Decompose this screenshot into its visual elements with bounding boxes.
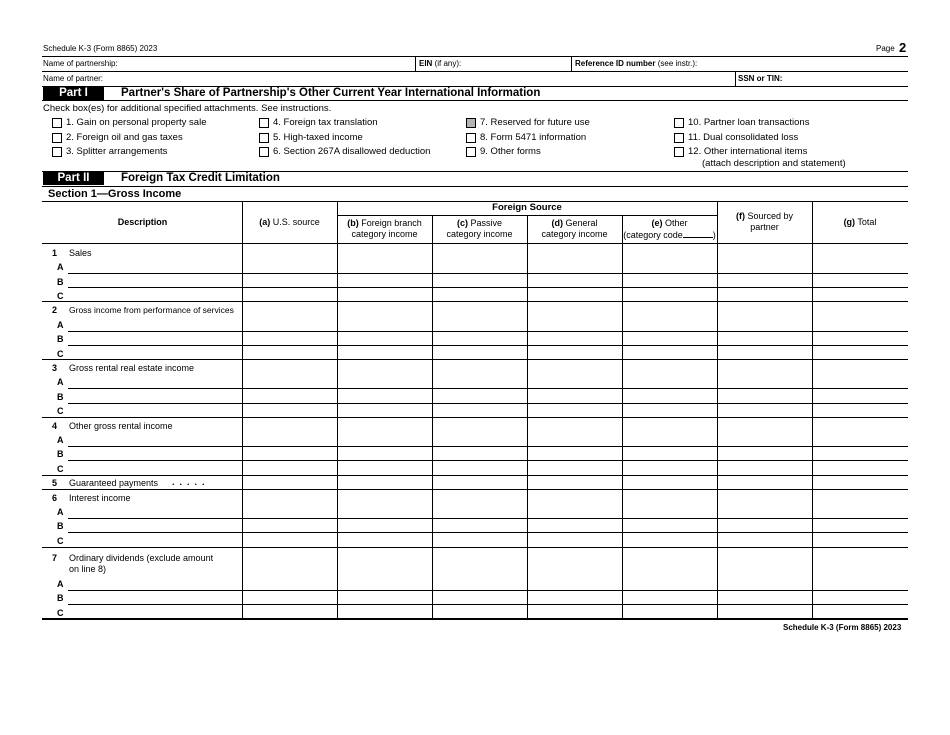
line-6c-col-g-field[interactable] — [813, 533, 907, 547]
line-5-col-a-field[interactable] — [243, 476, 336, 489]
line-5-number: 5 — [52, 478, 58, 488]
partner-name-field[interactable] — [110, 72, 732, 85]
line-7b-col-f-field[interactable] — [718, 591, 811, 604]
checkbox-6-label: 6. Section 267A disallowed deduction — [273, 146, 431, 157]
line-3-number: 3 — [52, 363, 58, 373]
line-4a-col-f-field[interactable] — [718, 432, 811, 446]
line-3c-col-b-field[interactable] — [338, 404, 431, 417]
line-1b-col-a-field[interactable] — [243, 274, 336, 287]
checkbox-2-label: 2. Foreign oil and gas taxes — [66, 132, 183, 143]
checkbox-9[interactable] — [466, 147, 476, 157]
column-c-text2: category income — [446, 229, 513, 239]
divider — [571, 56, 572, 71]
line-7b-col-d-field[interactable] — [528, 591, 621, 604]
line-7a-col-c-field[interactable] — [433, 576, 526, 590]
column-c-header — [432, 218, 527, 240]
line-2c-col-b-field[interactable] — [338, 346, 431, 359]
rule — [42, 243, 908, 244]
column-e-text2: (category code — [623, 230, 683, 240]
line-7a-col-a-field[interactable] — [243, 576, 336, 590]
rule — [42, 489, 908, 490]
line-2a-col-b-field[interactable] — [338, 317, 431, 331]
checkbox-5-label: 5. High-taxed income — [273, 132, 363, 143]
line-3b-col-e-field[interactable] — [623, 389, 716, 403]
column-d-text1: General — [565, 218, 598, 228]
line-7-number: 7 — [52, 553, 58, 563]
reference-id-note: (see instr.): — [657, 59, 698, 68]
line-1a-col-b-field[interactable] — [338, 260, 431, 273]
rule — [42, 359, 908, 360]
column-e-letter: (e) — [651, 218, 663, 228]
line-1a-col-d-field[interactable] — [528, 260, 621, 273]
line-1b-col-f-field[interactable] — [718, 274, 811, 287]
line-2b-col-c-field[interactable] — [433, 332, 526, 345]
rule — [42, 618, 908, 620]
line-7b-col-c-field[interactable] — [433, 591, 526, 604]
line-2c-col-c-field[interactable] — [433, 346, 526, 359]
rule — [42, 547, 908, 548]
line-6c-col-d-field[interactable] — [528, 533, 621, 547]
rule — [42, 186, 908, 187]
line-7-label-line-2: on line 8) — [69, 564, 107, 574]
line-2c-col-e-field[interactable] — [623, 346, 716, 359]
line-5-col-g-field[interactable] — [813, 476, 907, 489]
partnership-name-label: Name of partnership: — [43, 59, 118, 68]
line-4a-col-e-field[interactable] — [623, 432, 716, 446]
form-id-footer: Schedule K-3 (Form 8865) 2023 — [783, 623, 902, 632]
line-7c-col-e-field[interactable] — [623, 605, 716, 618]
line-3c-col-a-field[interactable] — [243, 404, 336, 417]
line-4b-col-g-field[interactable] — [813, 447, 907, 460]
line-1-label: Sales — [69, 248, 92, 258]
divider — [415, 56, 416, 71]
column-description-header: Description — [117, 217, 168, 227]
checkbox-11-label: 11. Dual consolidated loss — [688, 132, 799, 143]
line-1b-col-e-field[interactable] — [623, 274, 716, 287]
line-4c-col-g-field[interactable] — [813, 461, 907, 475]
line-5-col-f-field[interactable] — [718, 476, 811, 489]
line-3c-col-f-field[interactable] — [718, 404, 811, 417]
line-1c-col-a-field[interactable] — [243, 288, 336, 301]
line-3a-col-f-field[interactable] — [718, 374, 811, 388]
line-7a-col-d-field[interactable] — [528, 576, 621, 590]
checkbox-8[interactable] — [466, 133, 476, 143]
line-4b-letter: B — [57, 449, 64, 459]
line-1a-col-e-field[interactable] — [623, 260, 716, 273]
line-6c-col-c-field[interactable] — [433, 533, 526, 547]
line-7b-col-b-field[interactable] — [338, 591, 431, 604]
line-2b-letter: B — [57, 334, 64, 344]
partnership-name-field[interactable] — [130, 57, 412, 70]
ssn-tin-field[interactable] — [786, 72, 906, 85]
line-3b-col-f-field[interactable] — [718, 389, 811, 403]
column-f-text1: Sourced by — [747, 211, 794, 221]
line-1a-col-f-field[interactable] — [718, 260, 811, 273]
part-1-label: Part I — [43, 87, 104, 100]
line-3a-col-c-field[interactable] — [433, 374, 526, 388]
line-6c-col-b-field[interactable] — [338, 533, 431, 547]
line-6b-letter: B — [57, 521, 64, 531]
part-2-label: Part II — [43, 172, 104, 185]
checkbox-8-label: 8. Form 5471 information — [480, 132, 587, 143]
checkbox-2[interactable] — [52, 133, 62, 143]
line-6a-col-g-field[interactable] — [813, 504, 907, 518]
column-f-letter: (f) — [735, 211, 745, 221]
line-7b-col-e-field[interactable] — [623, 591, 716, 604]
line-1b-letter: B — [57, 277, 64, 287]
line-4b-col-b-field[interactable] — [338, 447, 431, 460]
line-3c-col-c-field[interactable] — [433, 404, 526, 417]
line-7a-col-f-field[interactable] — [718, 576, 811, 590]
section-1-title: Section 1—Gross Income — [48, 188, 182, 200]
rule — [42, 301, 908, 302]
line-3b-col-b-field[interactable] — [338, 389, 431, 403]
line-3a-col-d-field[interactable] — [528, 374, 621, 388]
column-f-text2: partner — [750, 222, 779, 232]
line-4b-col-f-field[interactable] — [718, 447, 811, 460]
line-2a-col-c-field[interactable] — [433, 317, 526, 331]
part-1-instruction: Check box(es) for additional specified attachments. See instructions. — [43, 103, 332, 114]
reference-id-field[interactable] — [700, 57, 906, 70]
line-4c-col-f-field[interactable] — [718, 461, 811, 475]
line-1c-col-f-field[interactable] — [718, 288, 811, 301]
checkbox-10[interactable] — [674, 118, 684, 128]
line-7c-col-d-field[interactable] — [528, 605, 621, 618]
category-code-field[interactable] — [683, 229, 713, 238]
page-number: 2 — [899, 40, 907, 55]
checkbox-12-label: 12. Other international items — [688, 146, 808, 157]
partner-name-label: Name of partner: — [43, 74, 104, 83]
line-2a-col-d-field[interactable] — [528, 317, 621, 331]
checkbox-7-label: 7. Reserved for future use — [480, 117, 590, 128]
line-7a-col-g-field[interactable] — [813, 576, 907, 590]
line-1-number: 1 — [52, 248, 58, 258]
line-2b-col-b-field[interactable] — [338, 332, 431, 345]
checkbox-6[interactable] — [259, 147, 269, 157]
line-6b-col-g-field[interactable] — [813, 519, 907, 532]
line-7b-letter: B — [57, 593, 64, 603]
checkbox-12[interactable] — [674, 147, 684, 157]
line-2-number: 2 — [52, 305, 58, 315]
line-1a-col-g-field[interactable] — [813, 260, 907, 273]
line-4c-letter: C — [57, 464, 64, 474]
checkbox-1-label: 1. Gain on personal property sale — [66, 117, 207, 128]
line-1c-col-b-field[interactable] — [338, 288, 431, 301]
line-3b-col-d-field[interactable] — [528, 389, 621, 403]
rule — [337, 215, 717, 216]
column-b-text1: Foreign branch — [361, 218, 422, 228]
line-3a-col-e-field[interactable] — [623, 374, 716, 388]
column-b-text2: category income — [351, 229, 418, 239]
line-5-col-b-field[interactable] — [338, 476, 431, 489]
line-5-leader-dots: ..... — [172, 477, 210, 487]
line-2c-col-d-field[interactable] — [528, 346, 621, 359]
line-4c-col-a-field[interactable] — [243, 461, 336, 475]
line-7a-col-e-field[interactable] — [623, 576, 716, 590]
line-5-col-c-field[interactable] — [433, 476, 526, 489]
ein-field[interactable] — [470, 57, 568, 70]
line-7a-letter: A — [57, 579, 64, 589]
checkbox-5[interactable] — [259, 133, 269, 143]
line-3a-col-b-field[interactable] — [338, 374, 431, 388]
column-g-header — [812, 217, 908, 228]
line-7-label-line-1: Ordinary dividends (exclude amount — [69, 553, 214, 563]
line-4c-col-c-field[interactable] — [433, 461, 526, 475]
line-6b-col-e-field[interactable] — [623, 519, 716, 532]
line-6c-col-e-field[interactable] — [623, 533, 716, 547]
line-3b-col-a-field[interactable] — [243, 389, 336, 403]
column-f-header — [717, 211, 812, 233]
line-6b-col-a-field[interactable] — [243, 519, 336, 532]
line-1c-letter: C — [57, 291, 64, 301]
line-6a-col-e-field[interactable] — [623, 504, 716, 518]
line-4b-col-d-field[interactable] — [528, 447, 621, 460]
line-1b-col-c-field[interactable] — [433, 274, 526, 287]
line-2b-col-e-field[interactable] — [623, 332, 716, 345]
line-6b-col-f-field[interactable] — [718, 519, 811, 532]
line-3a-col-g-field[interactable] — [813, 374, 907, 388]
line-2c-col-a-field[interactable] — [243, 346, 336, 359]
line-7c-col-b-field[interactable] — [338, 605, 431, 618]
line-5-label: Guaranteed payments — [69, 478, 159, 488]
line-6a-col-d-field[interactable] — [528, 504, 621, 518]
checkbox-4[interactable] — [259, 118, 269, 128]
line-6-number: 6 — [52, 493, 58, 503]
line-1c-col-e-field[interactable] — [623, 288, 716, 301]
ein-note: (if any): — [434, 59, 462, 68]
ein-label: EIN — [419, 59, 433, 68]
line-1a-letter: A — [57, 262, 64, 272]
column-e-header: (e) Other (category code ) — [623, 218, 716, 240]
column-e-text1: Other — [665, 218, 688, 228]
column-a-text: U.S. source — [272, 217, 320, 227]
line-5-col-e-field[interactable] — [623, 476, 716, 489]
line-1c-col-d-field[interactable] — [528, 288, 621, 301]
line-7c-letter: C — [57, 608, 64, 618]
rule — [42, 417, 908, 418]
column-c-text1: Passive — [470, 218, 503, 228]
line-6c-col-f-field[interactable] — [718, 533, 811, 547]
line-1b-col-g-field[interactable] — [813, 274, 907, 287]
checkbox-1[interactable] — [52, 118, 62, 128]
line-6a-col-a-field[interactable] — [243, 504, 336, 518]
checkbox-3[interactable] — [52, 147, 62, 157]
checkbox-3-label: 3. Splitter arrangements — [66, 146, 168, 157]
line-3a-letter: A — [57, 377, 64, 387]
checkbox-7-reserved — [466, 118, 476, 128]
line-4c-col-b-field[interactable] — [338, 461, 431, 475]
column-d-text2: category income — [541, 229, 608, 239]
foreign-source-header: Foreign Source — [492, 202, 562, 213]
line-2c-col-f-field[interactable] — [718, 346, 811, 359]
line-4-label: Other gross rental income — [69, 421, 173, 431]
line-3c-letter: C — [57, 406, 64, 416]
line-7a-col-b-field[interactable] — [338, 576, 431, 590]
checkbox-12-note: (attach description and statement) — [702, 158, 846, 169]
checkbox-10-label: 10. Partner loan transactions — [688, 117, 810, 128]
line-1a-col-c-field[interactable] — [433, 260, 526, 273]
line-3b-col-g-field[interactable] — [813, 389, 907, 403]
line-6a-col-f-field[interactable] — [718, 504, 811, 518]
line-3c-col-e-field[interactable] — [623, 404, 716, 417]
line-6a-letter: A — [57, 507, 64, 517]
column-a-header — [242, 217, 337, 228]
line-1b-col-d-field[interactable] — [528, 274, 621, 287]
rule — [42, 100, 908, 101]
column-d-letter: (d) — [551, 218, 563, 228]
line-2a-col-e-field[interactable] — [623, 317, 716, 331]
line-2b-col-a-field[interactable] — [243, 332, 336, 345]
line-3c-col-g-field[interactable] — [813, 404, 907, 417]
line-7b-col-g-field[interactable] — [813, 591, 907, 604]
line-2a-col-a-field[interactable] — [243, 317, 336, 331]
ssn-tin-label: SSN or TIN: — [738, 74, 783, 83]
line-4a-letter: A — [57, 435, 64, 445]
line-3-label: Gross rental real estate income — [69, 363, 195, 373]
line-2a-col-g-field[interactable] — [813, 317, 907, 331]
checkbox-11[interactable] — [674, 133, 684, 143]
checkbox-9-label: 9. Other forms — [480, 146, 541, 157]
line-2-label: Gross income from performance of services — [69, 305, 234, 315]
column-g-letter: (g) — [843, 217, 856, 227]
line-3b-letter: B — [57, 392, 64, 402]
line-7c-col-f-field[interactable] — [718, 605, 811, 618]
checkbox-4-label: 4. Foreign tax translation — [273, 117, 378, 128]
line-7b-col-a-field[interactable] — [243, 591, 336, 604]
line-6a-col-c-field[interactable] — [433, 504, 526, 518]
line-6c-letter: C — [57, 536, 64, 546]
line-6c-col-a-field[interactable] — [243, 533, 336, 547]
line-1c-col-c-field[interactable] — [433, 288, 526, 301]
column-a-letter: (a) — [259, 217, 271, 227]
line-2b-col-f-field[interactable] — [718, 332, 811, 345]
column-c-letter: (c) — [456, 218, 468, 228]
line-6a-col-b-field[interactable] — [338, 504, 431, 518]
line-4a-col-a-field[interactable] — [243, 432, 336, 446]
line-4b-col-a-field[interactable] — [243, 447, 336, 460]
line-2c-letter: C — [57, 349, 64, 359]
line-7c-col-g-field[interactable] — [813, 605, 907, 618]
line-2a-col-f-field[interactable] — [718, 317, 811, 331]
divider — [735, 71, 736, 86]
column-b-letter: (b) — [347, 218, 359, 228]
line-1c-col-g-field[interactable] — [813, 288, 907, 301]
line-2b-col-d-field[interactable] — [528, 332, 621, 345]
line-4a-col-b-field[interactable] — [338, 432, 431, 446]
line-2a-letter: A — [57, 320, 64, 330]
line-6b-col-d-field[interactable] — [528, 519, 621, 532]
line-3c-col-d-field[interactable] — [528, 404, 621, 417]
line-7c-col-c-field[interactable] — [433, 605, 526, 618]
line-4-number: 4 — [52, 421, 58, 431]
reference-id-label: Reference ID number — [575, 59, 656, 68]
line-6b-col-b-field[interactable] — [338, 519, 431, 532]
line-4a-col-g-field[interactable] — [813, 432, 907, 446]
line-3b-col-c-field[interactable] — [433, 389, 526, 403]
line-6-label: Interest income — [69, 493, 131, 503]
line-1a-col-a-field[interactable] — [243, 260, 336, 273]
form-id-header: Schedule K-3 (Form 8865) 2023 — [43, 44, 158, 53]
line-4b-col-e-field[interactable] — [623, 447, 716, 460]
line-2c-col-g-field[interactable] — [813, 346, 907, 359]
column-b-header — [337, 218, 432, 240]
column-g-text: Total — [857, 217, 877, 227]
line-7c-col-a-field[interactable] — [243, 605, 336, 618]
line-5-col-d-field[interactable] — [528, 476, 621, 489]
line-4a-col-c-field[interactable] — [433, 432, 526, 446]
line-4c-col-e-field[interactable] — [623, 461, 716, 475]
part-2-title: Foreign Tax Credit Limitation — [121, 172, 280, 184]
line-4c-col-d-field[interactable] — [528, 461, 621, 475]
line-3a-col-a-field[interactable] — [243, 374, 336, 388]
line-4b-col-c-field[interactable] — [433, 447, 526, 460]
line-4a-col-d-field[interactable] — [528, 432, 621, 446]
page-label: Page — [876, 44, 895, 53]
part-1-title: Partner's Share of Partnership's Other Current Year International Information — [121, 87, 541, 99]
line-2b-col-g-field[interactable] — [813, 332, 907, 345]
column-d-header — [527, 218, 622, 240]
line-1b-col-b-field[interactable] — [338, 274, 431, 287]
line-6b-col-c-field[interactable] — [433, 519, 526, 532]
